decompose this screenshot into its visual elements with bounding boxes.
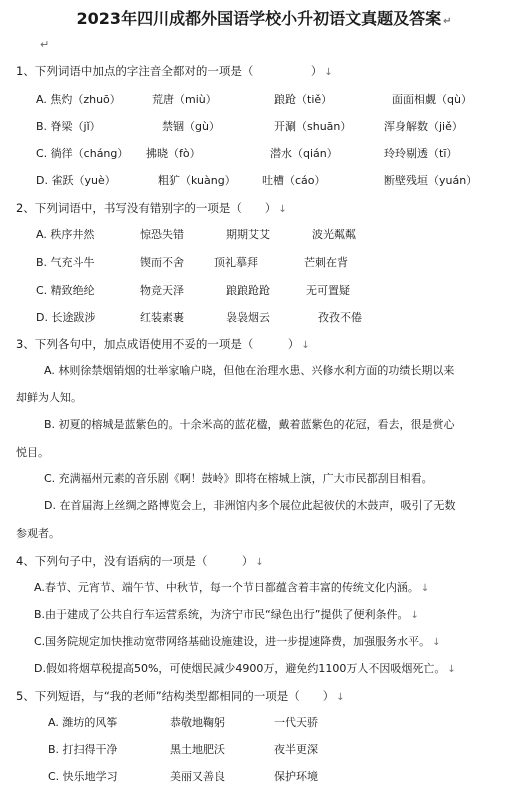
question-3-option-c: C. 充满福州元素的音乐剧《啊！鼓岭》即将在榕城上演，广大市民都刮目相看。 — [44, 472, 433, 485]
question-4-option-c: C.国务院规定加快推动宽带网络基础设施建设，进一步提速降费，加强服务水平。 ↓ — [34, 635, 441, 648]
question-4-stem: 4、下列句子中，没有语病的一项是（ ） ↓ — [16, 554, 264, 568]
question-3-option-d-cont: 参观者。 — [16, 527, 60, 540]
question-3-option-b: B. 初夏的榕城是蓝紫色的。十余米高的蓝花楹，戴着蓝紫色的花冠，看去，很是赏心 — [44, 418, 455, 431]
question-1-stem: 1、下列词语中加点的字注音全都对的一项是（ ） ↓ — [16, 64, 333, 78]
question-3-option-d: D. 在首届海上丝绸之路博览会上，非洲馆内多个展位此起彼伏的木鼓声，吸引了无数 — [44, 499, 456, 512]
question-4-option-d: D.假如将烟草税提高50%，可使烟民减少4900万，避免约1100万人不因吸烟死亡。 ↓ — [34, 662, 456, 675]
page-title: 2023年四川成都外国语学校小升初语文真题及答案 ↵ — [76, 9, 452, 28]
question-3-option-a: A. 林则徐禁烟销烟的壮举家喻户晓，但他在治理水患、兴修水利方面的功绩长期以来 — [44, 364, 455, 377]
question-5-stem: 5、下列短语，与“我的老师”结构类型都相同的一项是（ ） ↓ — [16, 689, 345, 703]
question-4-option-b: B.由于建成了公共自行车运营系统，为济宁市民“绿色出行”提供了便利条件。 ↓ — [34, 608, 419, 621]
paragraph-mark: ↵ — [40, 38, 50, 51]
question-3-stem: 3、下列各句中，加点成语使用不妥的一项是（ ） ↓ — [16, 337, 310, 351]
question-2-stem: 2、下列词语中，书写没有错别字的一项是（ ） ↓ — [16, 201, 287, 215]
question-3-option-b-cont: 悦目。 — [16, 446, 49, 459]
question-3-option-a-cont: 却鲜为人知。 — [16, 391, 82, 404]
question-4-option-a: A.春节、元宵节、端午节、中秋节，每一个节日都蕴含着丰富的传统文化内涵。 ↓ — [34, 581, 430, 594]
